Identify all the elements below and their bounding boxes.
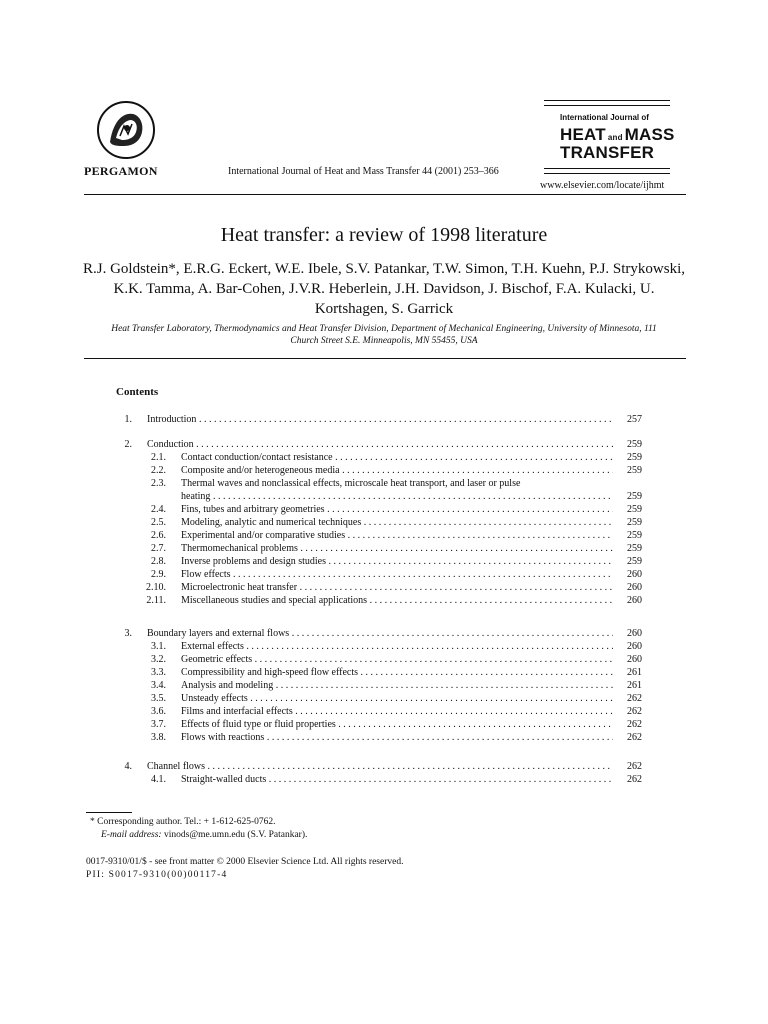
toc-entry-number: 3.	[124, 628, 132, 639]
footnote-rule	[86, 812, 132, 813]
toc-entry-title[interactable]: Inverse problems and design studies . . .	[181, 555, 613, 568]
email-value: vinods@me.umn.edu (S.V. Patankar).	[161, 830, 308, 840]
toc-entry-number: 2.10.	[146, 582, 166, 593]
toc-entry	[0, 555, 768, 568]
toc-entry-page: 262	[627, 693, 642, 704]
toc-entry-title[interactable]: Effects of fluid type or fluid properties . . .	[181, 718, 613, 731]
toc-entry-number: 3.4.	[151, 680, 166, 691]
toc-entry-number: 1.	[124, 414, 132, 425]
toc-entry	[0, 773, 768, 786]
toc-entry-page: 259	[627, 452, 642, 463]
toc-entry-title[interactable]: Fins, tubes and arbitrary geometries . . .	[181, 503, 613, 516]
toc-entry-number: 3.3.	[151, 667, 166, 678]
toc-entry-title[interactable]: Analysis and modeling . . .	[181, 679, 613, 692]
toc-entry-page: 260	[627, 595, 642, 606]
toc-entry-number: 3.2.	[151, 654, 166, 665]
toc-entry	[0, 640, 768, 653]
journal-logo-rule-bottom	[544, 168, 670, 174]
toc-entry-title[interactable]: Geometric effects . . .	[181, 653, 613, 666]
toc-entry-number: 3.5.	[151, 693, 166, 704]
toc-entry-title[interactable]: Unsteady effects . . .	[181, 692, 613, 705]
toc-entry	[0, 542, 768, 555]
header-rule	[84, 194, 686, 195]
toc-entry-number: 2.11.	[146, 595, 166, 606]
publisher-name: PERGAMON	[84, 164, 158, 178]
toc-entry-title[interactable]: heating . . .	[181, 490, 613, 503]
toc-entry-title[interactable]: External effects . . .	[181, 640, 613, 653]
toc-entry-number: 4.	[124, 761, 132, 772]
toc-entry-page: 260	[627, 654, 642, 665]
toc-entry-title[interactable]: Compressibility and high-speed flow effects . . .	[181, 666, 613, 679]
contents-heading: Contents	[116, 386, 159, 398]
toc-entry-title[interactable]: Straight-walled ducts . . .	[181, 773, 613, 786]
article-affiliation: Heat Transfer Laboratory, Thermodynamics and Heat Transfer Division, Department of Mechanical Engineering, University of Minnesota, 111 Church Street S.E. Minneapolis, MN 55455, USA	[111, 324, 657, 346]
toc-entry-title[interactable]: Conduction . . .	[147, 438, 613, 451]
toc-entry-number: 2.9.	[151, 569, 166, 580]
toc-entry-number: 2.6.	[151, 530, 166, 541]
toc-entry	[0, 438, 768, 451]
toc-entry-page: 259	[627, 556, 642, 567]
toc-entry-page: 262	[627, 774, 642, 785]
toc-entry	[0, 529, 768, 542]
toc-entry-number: 3.1.	[151, 641, 166, 652]
journal-logo-rule-top	[544, 100, 670, 106]
toc-entry-page: 259	[627, 517, 642, 528]
toc-entry-page: 260	[627, 628, 642, 639]
toc-entry-number: 2.2.	[151, 465, 166, 476]
toc-entry-number: 2.7.	[151, 543, 166, 554]
toc-entry-title[interactable]: Flows with reactions . . .	[181, 731, 613, 744]
toc-entry-title[interactable]: Films and interfacial effects . . .	[181, 705, 613, 718]
toc-entry-title[interactable]: Contact conduction/contact resistance . . .	[181, 451, 613, 464]
toc-entry-title[interactable]: Thermal waves and nonclassical effects, microscale heat transport, and laser or pulse	[181, 478, 521, 489]
toc-entry	[0, 413, 768, 426]
toc-entry-page: 262	[627, 719, 642, 730]
copyright-line: 0017-9310/01/$ - see front matter © 2000 Elsevier Science Ltd. All rights reserved.	[86, 857, 404, 867]
toc-entry	[0, 490, 768, 503]
toc-entry-title[interactable]: Miscellaneous studies and special applications . . .	[181, 594, 613, 607]
toc-entry	[0, 568, 768, 581]
article-authors: R.J. Goldstein*, E.R.G. Eckert, W.E. Ibele, S.V. Patankar, T.W. Simon, T.H. Kuehn, P.J. Strykowski, K.K. Tamma, A. Bar-Cohen, J.V.R. Heberlein, J.H. Davidson, J. Bischof, F.A. Kulacki, U. Kortshagen, S. Garrick	[82, 261, 686, 317]
toc-entry-page: 260	[627, 582, 642, 593]
toc-entry-number: 2.	[124, 439, 132, 450]
toc-entry	[0, 760, 768, 773]
toc-entry	[0, 503, 768, 516]
toc-entry-page: 261	[627, 667, 642, 678]
toc-entry	[0, 731, 768, 744]
toc-entry	[0, 653, 768, 666]
toc-entry-title[interactable]: Modeling, analytic and numerical techniques . . .	[181, 516, 613, 529]
email-label: E-mail address:	[101, 830, 162, 840]
toc-entry-title[interactable]: Microelectronic heat transfer . . .	[181, 581, 613, 594]
toc-entry	[0, 477, 768, 490]
toc-entry	[0, 516, 768, 529]
toc-entry-number: 2.4.	[151, 504, 166, 515]
journal-logo-and: and	[607, 133, 623, 142]
corresponding-author-note: * Corresponding author. Tel.: + 1-612-625-0762.	[90, 817, 276, 827]
toc-entry	[0, 627, 768, 640]
toc-entry-number: 3.6.	[151, 706, 166, 717]
journal-logo-transfer: TRANSFER	[560, 143, 655, 162]
toc-entry-page: 259	[627, 543, 642, 554]
toc-entry	[0, 594, 768, 607]
toc-entry-page: 259	[627, 465, 642, 476]
toc-entry-title[interactable]: Channel flows . . .	[147, 760, 613, 773]
title-rule	[84, 358, 686, 359]
publisher-emblem-icon	[94, 98, 158, 162]
toc-entry	[0, 692, 768, 705]
toc-entry	[0, 679, 768, 692]
toc-entry-number: 4.1.	[151, 774, 166, 785]
toc-entry-title[interactable]: Flow effects . . .	[181, 568, 613, 581]
toc-entry-number: 3.7.	[151, 719, 166, 730]
toc-entry-title[interactable]: Composite and/or heterogeneous media . . .	[181, 464, 613, 477]
pii-line: PII: S0017-9310(00)00117-4	[86, 870, 228, 880]
toc-entry-page: 261	[627, 680, 642, 691]
toc-entry-page: 260	[627, 569, 642, 580]
journal-citation: International Journal of Heat and Mass Transfer 44 (2001) 253–366	[228, 166, 499, 177]
toc-entry-page: 262	[627, 732, 642, 743]
toc-entry-title[interactable]: Boundary layers and external flows . . .	[147, 627, 613, 640]
toc-entry-page: 259	[627, 439, 642, 450]
toc-entry	[0, 464, 768, 477]
toc-entry-page: 257	[627, 414, 642, 425]
toc-entry-title[interactable]: Thermomechanical problems . . .	[181, 542, 613, 555]
toc-entry-number: 2.5.	[151, 517, 166, 528]
journal-logo-mass: MASS	[624, 125, 675, 144]
journal-logo-heat: HEAT	[560, 125, 606, 144]
toc-entry-number: 2.3.	[151, 478, 166, 489]
journal-logo-line1: International Journal of	[560, 113, 649, 122]
toc-entry-page: 260	[627, 641, 642, 652]
toc-entry	[0, 705, 768, 718]
toc-entry-title[interactable]: Introduction . . .	[147, 413, 613, 426]
toc-entry-number: 2.1.	[151, 452, 166, 463]
toc-entry-page: 259	[627, 491, 642, 502]
toc-entry	[0, 451, 768, 464]
toc-entry	[0, 666, 768, 679]
toc-entry-page: 262	[627, 706, 642, 717]
toc-entry-page: 259	[627, 530, 642, 541]
toc-entry-number: 3.8.	[151, 732, 166, 743]
article-title: Heat transfer: a review of 1998 literature	[220, 224, 548, 246]
toc-entry-page: 262	[627, 761, 642, 772]
toc-entry	[0, 581, 768, 594]
email-note	[101, 830, 307, 840]
toc-entry-number: 2.8.	[151, 556, 166, 567]
toc-entry-title[interactable]: Experimental and/or comparative studies . . .	[181, 529, 613, 542]
journal-website-link[interactable]: www.elsevier.com/locate/ijhmt	[540, 180, 665, 191]
toc-entry-page: 259	[627, 504, 642, 515]
publisher-logo	[94, 98, 158, 162]
toc-entry	[0, 718, 768, 731]
